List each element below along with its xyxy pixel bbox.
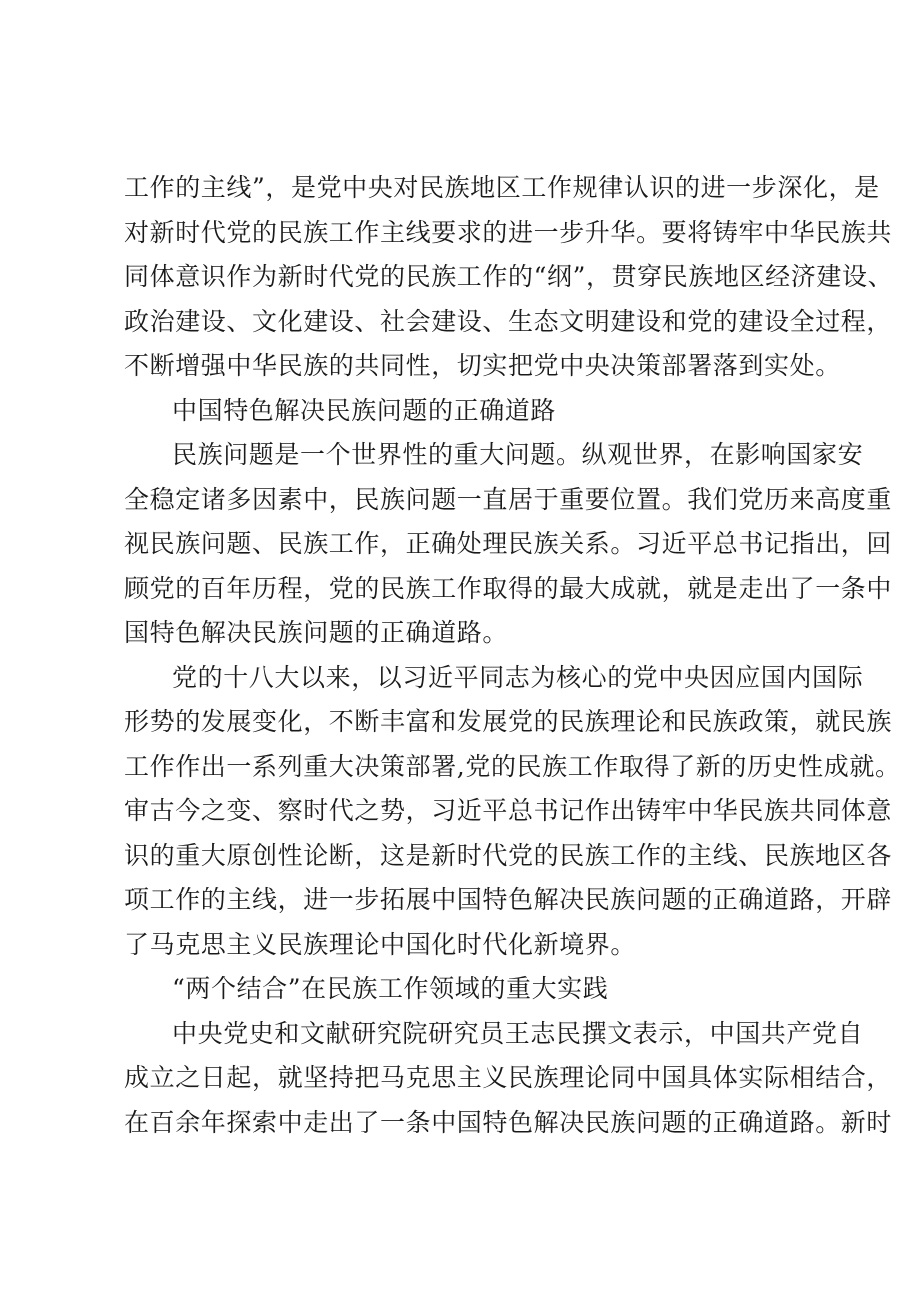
text-line: 审古今之变、察时代之势，习近平总书记作出铸牢中华民族共同体意 [124, 796, 893, 825]
text-line: 同体意识作为新时代党的民族工作的“纲”，贯穿民族地区经济建设、 [124, 262, 894, 291]
text-line: 视民族问题、民族工作，正确处理民族关系。习近平总书记指出，回 [124, 529, 893, 558]
text-line: 项工作的主线，进一步拓展中国特色解决民族问题的正确道路，开辟 [124, 885, 893, 914]
text-line: 中国特色解决民族问题的正确道路 [172, 395, 557, 425]
text-line: 不断增强中华民族的共同性，切实把党中央决策部署落到实处。 [124, 351, 841, 380]
text-line: 全稳定诸多因素中，民族问题一直居于重要位置。我们党历来高度重 [124, 484, 893, 514]
text-line: 国特色解决民族问题的正确道路。 [124, 618, 509, 647]
text-line: 成立之日起，就坚持把马克思主义民族理论同中国具体实际相结合， [124, 1063, 893, 1092]
text-line: 了马克思主义民族理论中国化时代化新境界。 [124, 929, 637, 959]
text-line: 在百余年探索中走出了一条中国特色解决民族问题的正确道路。新时 [124, 1107, 893, 1137]
text-line: 形势的发展变化，不断丰富和发展党的民族理论和民族政策，就民族 [124, 707, 893, 736]
text-line: 工作作出一系列重大决策部署,党的民族工作取得了新的历史性成就。 [124, 751, 901, 781]
text-line: 民族问题是一个世界性的重大问题。纵观世界，在影响国家安 [172, 440, 864, 469]
text-line: “两个结合”在民族工作领域的重大实践 [172, 974, 609, 1003]
text-line: 对新时代党的民族工作主线要求的进一步升华。要将铸牢中华民族共 [124, 217, 893, 247]
text-line: 政治建设、文化建设、社会建设、生态文明建设和党的建设全过程， [124, 306, 893, 336]
text-line: 顾党的百年历程，党的民族工作取得的最大成就，就是走出了一条中 [124, 573, 893, 603]
text-line: 工作的主线”，是党中央对民族地区工作规律认识的进一步深化，是 [124, 173, 880, 202]
text-line: 中央党史和文献研究院研究员王志民撰文表示，中国共产党自 [172, 1018, 864, 1048]
text-line: 党的十八大以来，以习近平同志为核心的党中央因应国内国际 [172, 662, 864, 692]
body-text [124, 166, 901, 1145]
text-line: 识的重大原创性论断，这是新时代党的民族工作的主线、民族地区各 [124, 840, 893, 870]
